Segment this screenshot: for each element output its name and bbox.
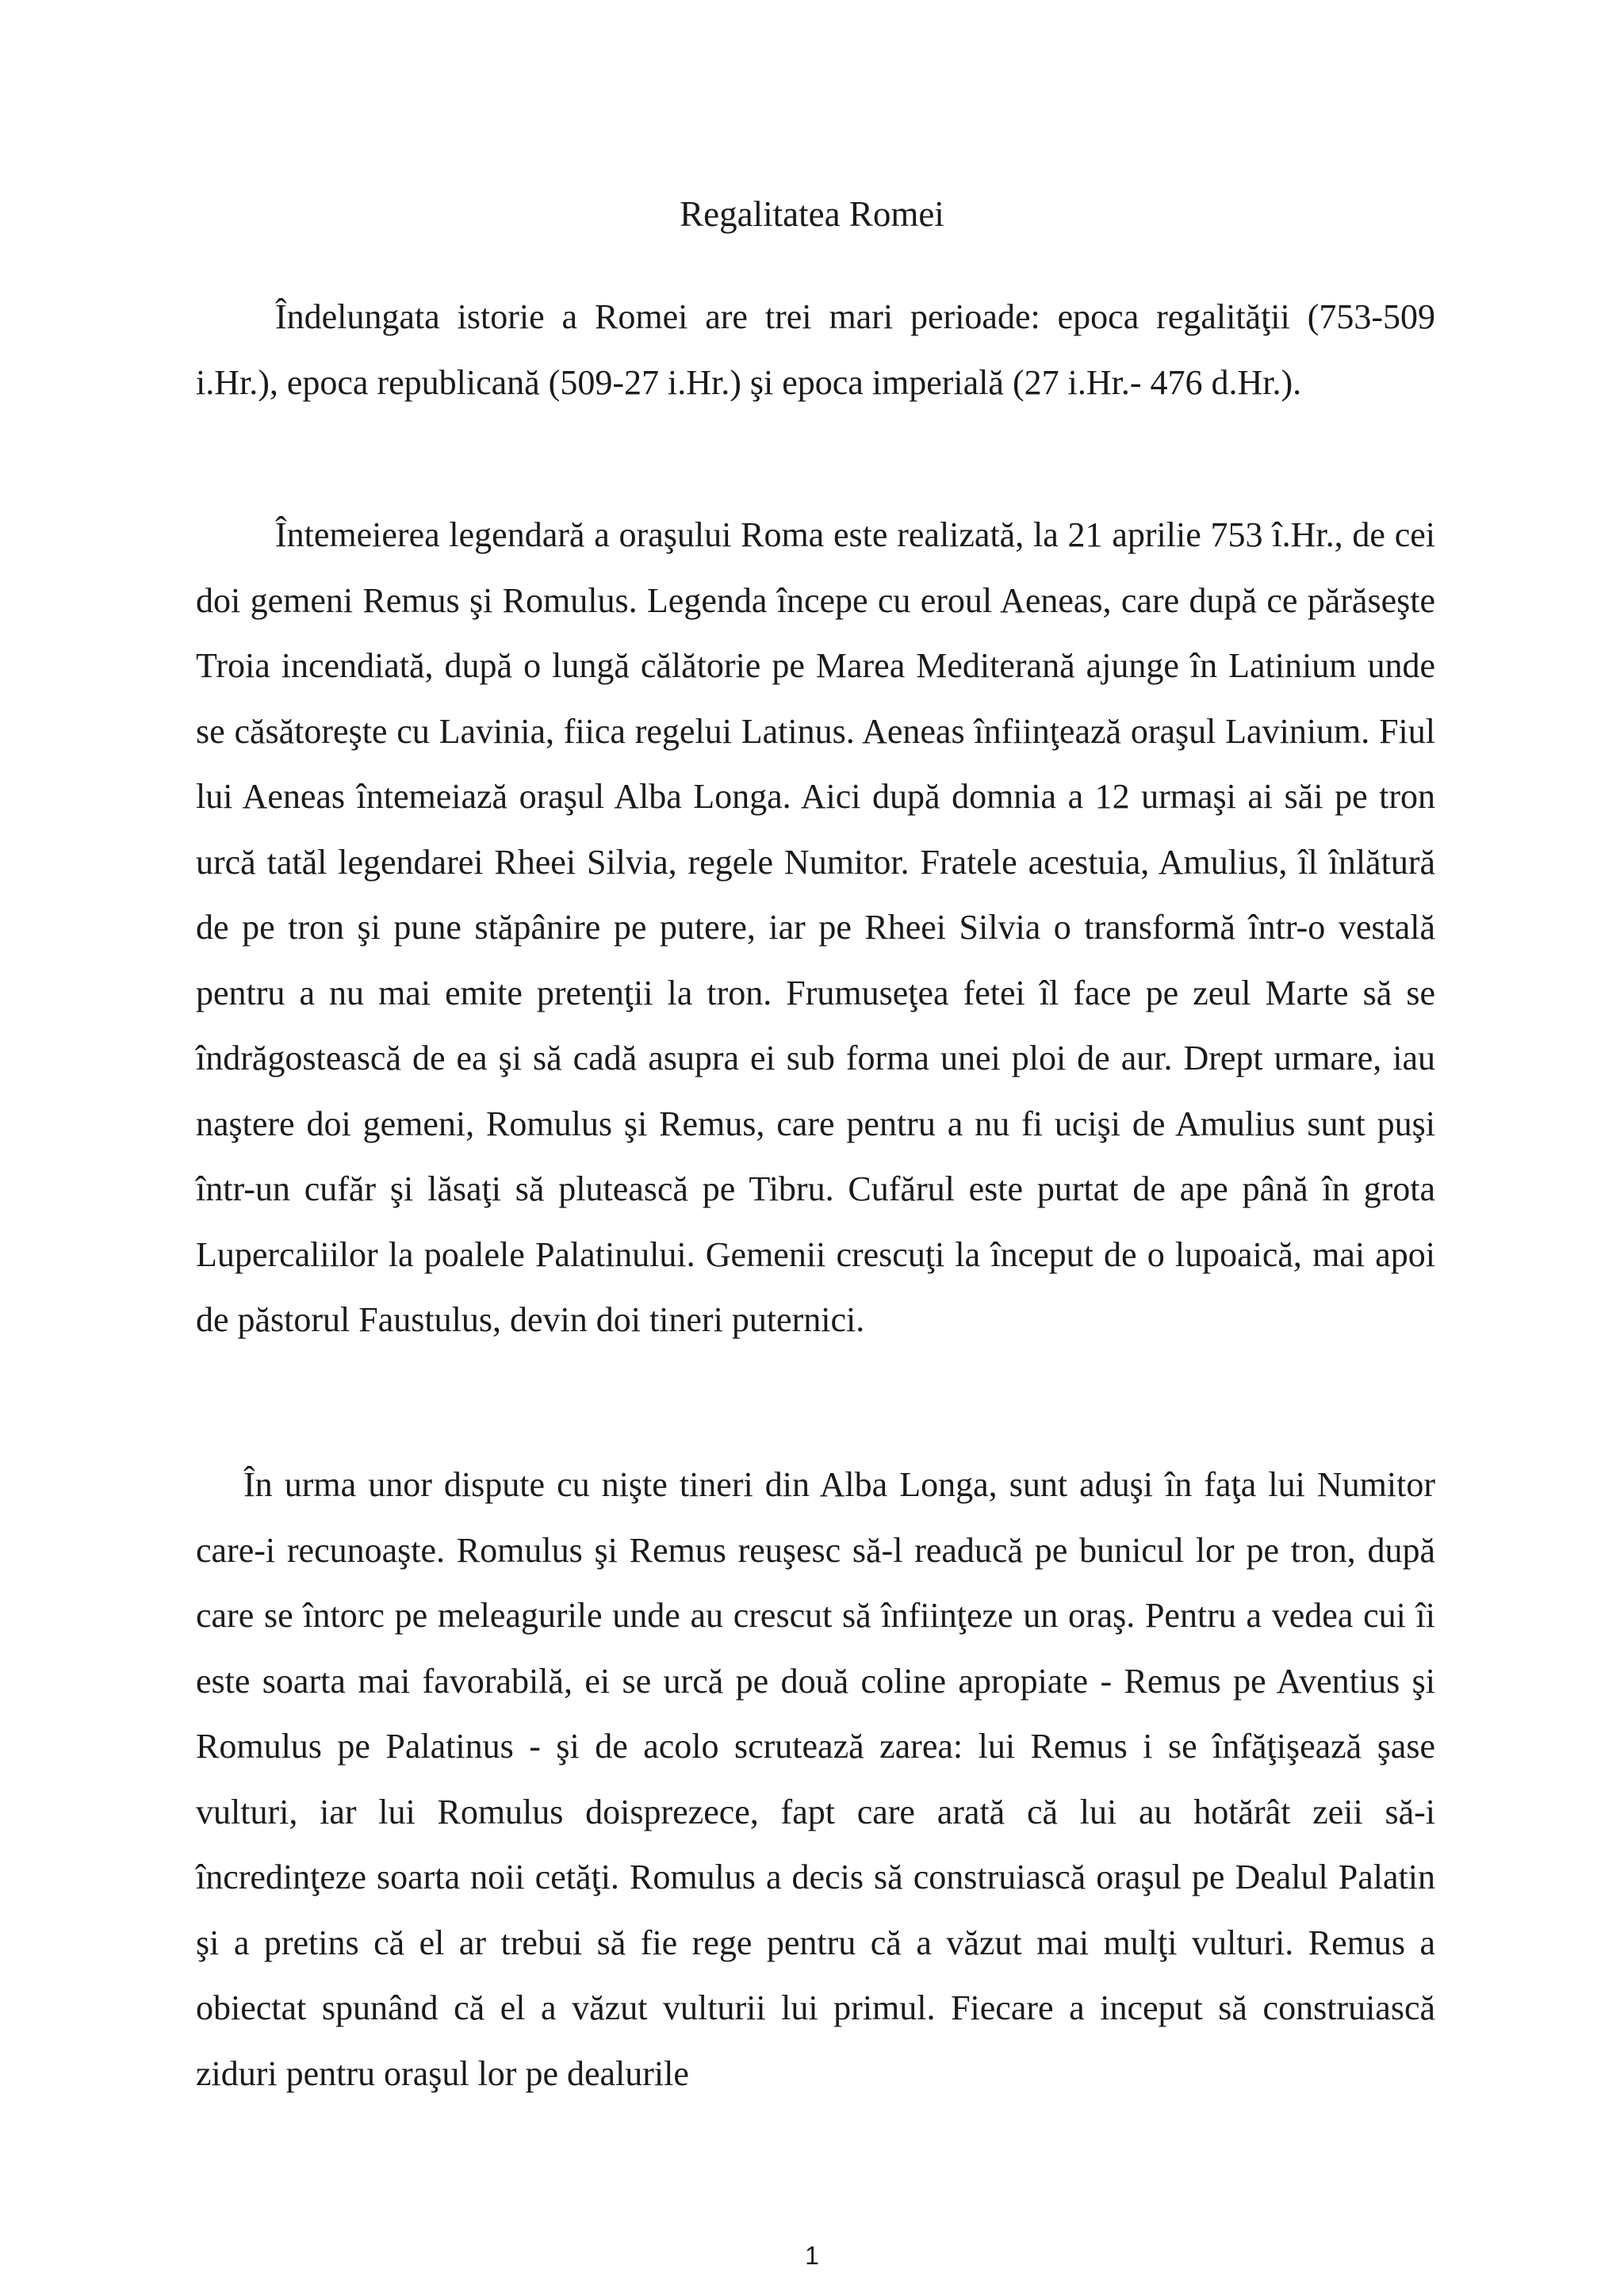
paragraph-founding: În urma unor dispute cu nişte tineri din Alba Longa, sunt aduşi în faţa lui Numitor care-i recunoaşte. Romulus şi Remus reuşesc să-l readucă pe bunicul lor pe tron, după care se întorc pe meleagurile unde au crescut să înfiinţeze un oraş. Pentru a vedea cui îi este soarta mai favorabilă, ei se urcă pe două coline apropiate - Remus pe Aventius şi Romulus pe Palatinus - şi de acolo scrutează zarea: lui Remus i se înfăţişează şase vulturi, iar lui Romulus doisprezece, fapt care arată că lui au hotărât zeii să-i încredinţeze soarta noii cetăţi. Romulus a decis să construiască oraşul pe Dealul Palatin şi a pretins că el ar trebui să fie rege pentru că a văzut mai mulţi vulturi. Remus a obiectat spunând că el a văzut vulturii lui primul. Fiecare a inceput să construiască ziduri pentru oraşul lor pe dealurile (196, 1465, 1435, 2093)
paragraph-legend: Întemeierea legendară a oraşului Roma este realizată, la 21 aprilie 753 î.Hr., de cei doi gemeni Remus şi Romulus. Legenda începe cu eroul Aeneas, care după ce părăseşte Troia incendiată, după o lungă călătorie pe Marea Mediterană ajunge în Latinium unde se căsătoreşte cu Lavinia, fiica regelui Latinus. Aeneas înfiinţează oraşul Lavinium. Fiul lui Aeneas întemeiază oraşul Alba Longa. Aici după domnia a 12 urmaşi ai săi pe tron urcă tatăl legendarei Rheei Silvia, regele Numitor. Fratele acestuia, Amulius, îl înlătură de pe tron şi pune stăpânire pe putere, iar pe Rheei Silvia o transformă într-o vestală pentru a nu mai emite pretenţii la tron. Frumuseţea fetei îl face pe zeul Marte să se îndrăgostească de ea şi să cadă asupra ei sub forma unei ploi de aur. Drept urmare, iau naştere doi gemeni, Romulus şi Remus, care pentru a nu fi ucişi de Amulius sunt puşi într-un cufăr şi lăsaţi să plutească pe Tibru. Cufărul este purtat de ape până în grota Lupercaliilor la poalele Palatinului. Gemenii crescuţi la început de o lupoaică, mai apoi de păstorul Faustulus, devin doi tineri puternici. (196, 515, 1435, 1339)
document-title: Regalitatea Romei (680, 194, 944, 234)
page-number: 1 (805, 2241, 819, 2270)
paragraph-periods: Îndelungata istorie a Romei are trei mari perioade: epoca regalităţii (753-509 i.Hr.), epoca republicană (509-27 i.Hr.) şi epoca imperială (27 i.Hr.- 476 d.Hr.). (196, 297, 1435, 402)
